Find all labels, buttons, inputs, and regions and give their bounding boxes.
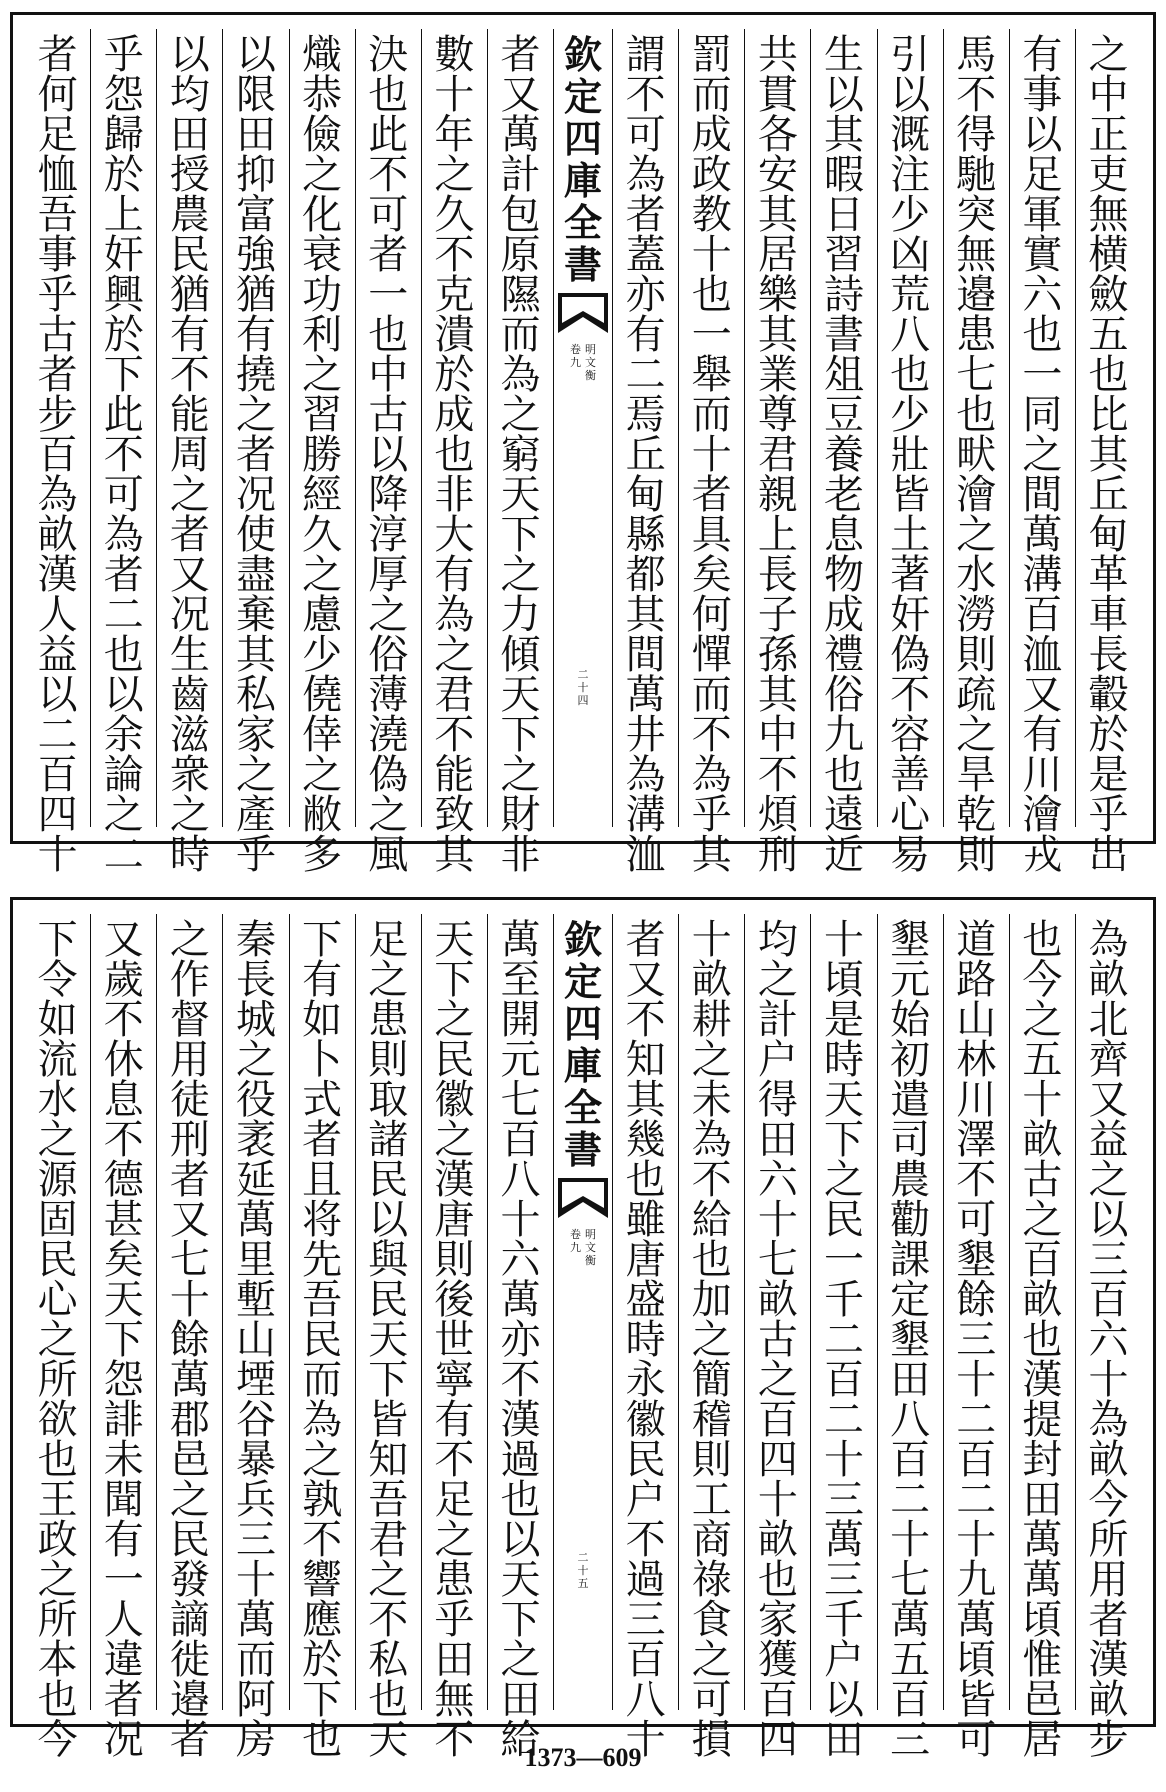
bottom-right-text-column-3: 道 路 山 林 川 澤 不 可 墾 餘 三 十 二 百 二 十 九 萬 頃 皆 可 — [943, 914, 1009, 1710]
bottom-right-text-column-6: 均 之 計 户 得 田 六 十 七 畝 古 之 百 四 十 畝 也 家 獲 百 四 — [744, 914, 810, 1710]
top-left-text-column-8: 者 何 足 恤 吾 事 乎 古 者 步 百 為 畝 漢 人 益 以 二 百 四 十 — [37, 32, 78, 878]
top-page — [10, 12, 1156, 878]
bottom-right-text-column-4: 墾 元 始 初 遣 司 農 勸 課 定 墾 田 八 百 二 十 七 萬 五 百 三 — [877, 914, 943, 1710]
bottom-book-title: 欽 定 四 庫 全 書 — [563, 917, 602, 1172]
bottom-right-text-column-8: 者 又 不 知 其 幾 也 雖 唐 盛 時 永 徽 民 户 不 過 三 百 八 十 — [625, 917, 666, 1763]
bottom-left-text-column-4: 下 有 如 卜 式 者 且 将 先 吾 民 而 為 之 孰 不 響 應 於 下 也 — [289, 914, 355, 1710]
top-left-text-column-2: 數 十 年 之 久 不 克 潰 於 成 也 非 大 有 為 之 君 不 能 致 其 — [421, 29, 487, 827]
bottom-leaf-number: 二 十 五 — [577, 1551, 589, 1590]
top-left-text-column-5: 以 限 田 抑 富 強 猶 有 撓 之 者 况 使 盡 棄 其 私 家 之 產 乎 — [222, 29, 288, 827]
top-right-text-column-8: 謂 不 可 為 者 蓋 亦 有 二 焉 丘 甸 縣 都 其 間 萬 井 為 溝 洫 — [625, 32, 666, 878]
top-book-title: 欽 定 四 庫 全 書 — [563, 32, 602, 287]
bottom-fishtail-mark — [558, 1178, 608, 1218]
top-right-text-column-1: 之 中 正 吏 無 横 斂 五 也 比 其 丘 甸 革 車 長 轂 於 是 乎 出 — [1075, 29, 1141, 827]
top-right-text-column-2: 有 事 以 足 軍 實 六 也 一 同 之 間 萬 溝 百 洫 又 有 川 澮 戎 — [1009, 29, 1075, 827]
bottom-right-text-column-7: 十 畝 耕 之 未 為 不 給 也 加 之 簡 稽 則 工 商 祿 食 之 可 損 — [678, 914, 744, 1710]
top-fishtail-mark — [558, 293, 608, 333]
bottom-left-text-column-8: 下 令 如 流 水 之 源 固 民 心 之 所 欲 也 王 政 之 所 本 也 今 — [37, 917, 78, 1763]
top-left-text-column-1: 者 又 萬 計 包 原 隰 而 為 之 窮 天 下 之 力 傾 天 下 之 財 非 — [487, 29, 553, 827]
bottom-left-text-column-6: 之 作 督 用 徒 刑 者 又 七 十 餘 萬 郡 邑 之 民 發 謫 徙 邉 者 — [156, 914, 222, 1710]
bottom-meta-volume: 卷 九 — [570, 1228, 581, 1254]
top-right-text-column-7: 罰 而 成 政 教 十 也 一 舉 而 十 者 具 矣 何 憚 而 不 為 乎 其 — [678, 29, 744, 827]
bottom-right-text-column-1: 為 畝 北 齊 又 益 之 以 三 百 六 十 為 畝 今 所 用 者 漢 畝 步 — [1075, 914, 1141, 1710]
top-right-text-column-4: 引 以 溉 注 少 凶 荒 八 也 少 壯 皆 土 著 奸 偽 不 容 善 心 易 — [877, 29, 943, 827]
top-right-text-column-6: 共 貫 各 安 其 居 樂 其 業 尊 君 親 上 長 子 孫 其 中 不 煩 刑 — [744, 29, 810, 827]
top-right-text-column-5: 生 以 其 暇 日 習 詩 書 俎 豆 養 老 息 物 成 禮 俗 九 也 遠 近 — [810, 29, 876, 827]
bottom-center-column — [553, 914, 613, 1710]
bottom-left-text-column-5: 秦 長 城 之 役 袤 延 萬 里 塹 山 堙 谷 暴 兵 三 十 萬 而 阿 房 — [222, 914, 288, 1710]
bottom-left-text-column-2: 天 下 之 民 徽 之 漢 唐 則 後 世 寧 有 不 足 之 患 乎 田 無 不 — [421, 914, 487, 1710]
bottom-left-text-column-3: 足 之 患 則 取 諸 民 以 與 民 天 下 皆 知 吾 君 之 不 私 也 天 — [355, 914, 421, 1710]
top-left-text-column-4: 熾 恭 儉 之 化 衰 功 利 之 習 勝 經 久 之 慮 少 僥 倖 之 敝 多 — [289, 29, 355, 827]
top-right-text-column-3: 馬 不 得 馳 突 無 邉 患 七 也 畎 澮 之 水 澇 則 疏 之 旱 乾 則 — [943, 29, 1009, 827]
top-meta-volume: 卷 九 — [570, 343, 581, 369]
bottom-left-text-column-1: 萬 至 開 元 七 百 八 十 六 萬 亦 不 漢 過 也 以 天 下 之 田 給 — [487, 914, 553, 1710]
page-footer-number: 1373—609 — [524, 1743, 642, 1772]
bottom-right-text-column-2: 也 今 之 五 十 畝 古 之 百 畝 也 漢 提 封 田 萬 萬 頃 惟 邑 居 — [1009, 914, 1075, 1710]
bottom-left-text-column-7: 又 歲 不 休 息 不 德 甚 矣 天 下 怨 誹 未 聞 有 一 人 違 者 况 — [90, 914, 156, 1710]
bottom-right-text-column-5: 十 頃 是 時 天 下 之 民 一 千 二 百 二 十 三 萬 三 千 户 以 田 — [810, 914, 876, 1710]
top-left-text-column-3: 決 也 此 不 可 者 一 也 中 古 以 降 淳 厚 之 俗 薄 澆 偽 之 風 — [355, 29, 421, 827]
top-left-text-column-7: 乎 怨 歸 於 上 奸 興 於 下 此 不 可 為 者 二 也 以 余 論 之 二 — [90, 29, 156, 827]
top-meta-collection: 明 文 衡 — [585, 343, 596, 382]
top-center-column — [553, 29, 613, 827]
top-leaf-number: 二 十 四 — [577, 668, 589, 707]
top-left-text-column-6: 以 均 田 授 農 民 猶 有 不 能 周 之 者 又 况 生 齒 滋 衆 之 時 — [156, 29, 222, 827]
bottom-meta-collection: 明 文 衡 — [585, 1228, 596, 1267]
